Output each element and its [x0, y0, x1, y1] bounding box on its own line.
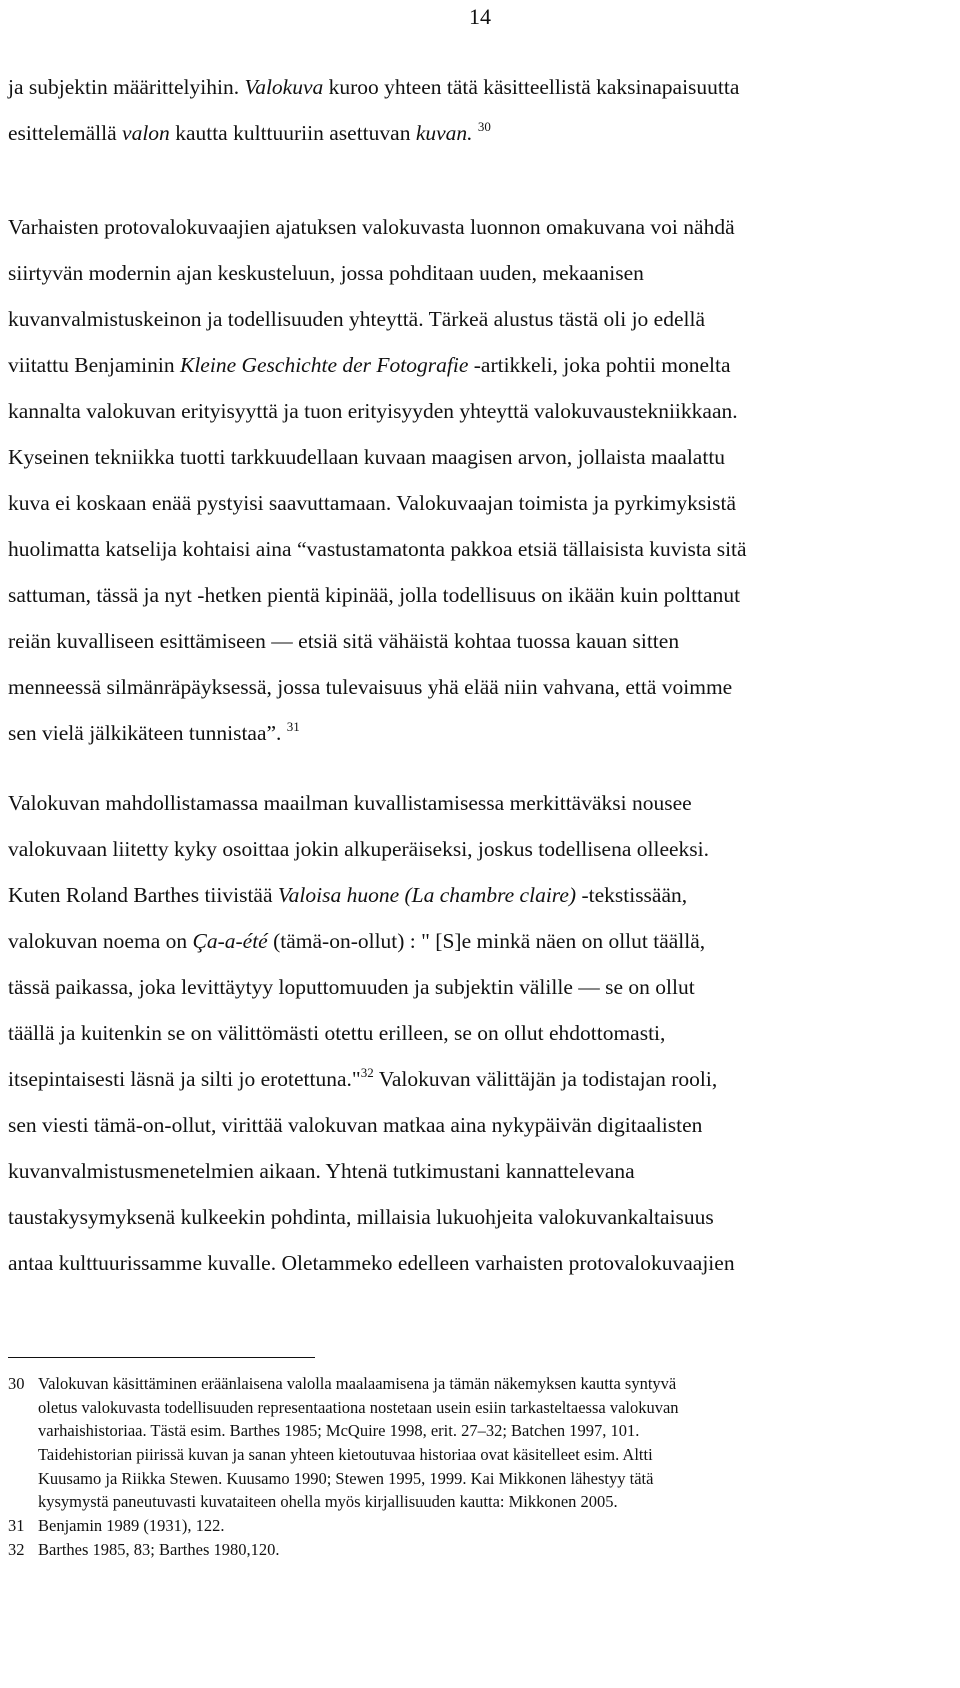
text-line: taustakysymyksenä kulkeekin pohdinta, millaisia lukuohjeita valokuvankaltaisuus: [8, 1205, 714, 1229]
text-line: kannalta valokuvan erityisyyttä ja tuon erityisyyden yhteyttä valokuvaustekniikkaan.: [8, 399, 738, 423]
text-line: reiän kuvalliseen esittämiseen — etsiä sitä vähäistä kohtaa tuossa kauan sitten: [8, 629, 680, 653]
text-line: kuva ei koskaan enää pystyisi saavuttamaan. Valokuvaajan toimista ja pyrkimyksistä: [8, 491, 737, 515]
paragraph-2: [8, 204, 948, 756]
text-line: sattuman, tässä ja nyt -hetken pientä kipinää, jolla todellisuus on ikään kuin polttanut: [8, 583, 741, 607]
paragraph-1: [8, 64, 948, 156]
text-line: tässä paikassa, joka levittäytyy loputtomuuden ja subjektin välille — se on ollut: [8, 975, 695, 999]
text-line: kuvanvalmistuskeinon ja todellisuuden yhteyttä. Tärkeä alustus tästä oli jo edellä: [8, 307, 705, 331]
text-line: huolimatta katselija kohtaisi aina “vastustamatonta pakkoa etsiä tällaisista kuvista sitä: [8, 537, 747, 561]
text-line: Valokuvan mahdollistamassa maailman kuvallistamisessa merkittäväksi nousee: [8, 791, 692, 815]
footnote-line: varhaishistoriaa. Tästä esim. Barthes 1985; McQuire 1998, erit. 27–32; Batchen 1997, 101.: [38, 1421, 640, 1441]
text-line: ja subjektin määrittelyihin. Valokuva kuroo yhteen tätä käsitteellistä kaksinapaisuutta: [8, 75, 740, 99]
italic-term: kuvan.: [415, 121, 473, 145]
text-line: antaa kulttuurissamme kuvalle. Oletammeko edelleen varhaisten protovalokuvaajien: [8, 1251, 735, 1275]
footnote-ref-31[interactable]: 31: [286, 719, 300, 734]
text-line: Kyseinen tekniikka tuotti tarkkuudellaan kuvaan maagisen arvon, jollaista maalattu: [8, 445, 726, 469]
text-line: täällä ja kuitenkin se on välittömästi otettu erilleen, se on ollut ehdottomasti,: [8, 1021, 666, 1045]
text-line: Varhaisten protovalokuvaajien ajatuksen valokuvasta luonnon omakuvana voi nähdä: [8, 215, 735, 239]
footnote-30: 30 Valokuvan käsittäminen eräänlaisena valolla maalaamisena ja tämän näkemyksen kautta syntyvä: [8, 1372, 948, 1396]
text-line: viitattu Benjaminin Kleine Geschichte der Fotografie -artikkeli, joka pohtii monelta: [8, 353, 731, 377]
paragraph-3: [8, 780, 948, 1286]
text-line: esittelemällä valon kautta kulttuuriin asettuvan kuvan. $^{30}$: [8, 119, 491, 145]
footnote-32: 32 Barthes 1985, 83; Barthes 1980,120.: [8, 1538, 948, 1562]
footnotes: [8, 1372, 948, 1562]
footnote-ref-30[interactable]: 30: [477, 119, 491, 134]
italic-term: Valokuva: [244, 75, 324, 99]
italic-title: Kleine Geschichte der Fotografie: [179, 353, 469, 377]
page-number: 14: [469, 4, 491, 29]
italic-title: Valoisa huone (La chambre claire): [277, 883, 577, 907]
text-line: Kuten Roland Barthes tiivistää Valoisa huone (La chambre claire) -tekstissään,: [8, 883, 688, 907]
text-line: sen viesti tämä-on-ollut, virittää valokuvan matkaa aina nykypäivän digitaalisten: [8, 1113, 703, 1137]
text-line: valokuvan noema on Ça-a-été (tämä-on-ollut) : " [S]e minkä näen on ollut täällä,: [8, 929, 706, 953]
footnote-number: 30: [8, 1374, 25, 1393]
footnote-number: 31: [8, 1516, 25, 1536]
footnote-separator: [8, 1357, 315, 1358]
footnote-ref-32[interactable]: 32: [360, 1065, 374, 1080]
footnote-line: Kuusamo ja Riikka Stewen. Kuusamo 1990; Stewen 1995, 1999. Kai Mikkonen lähestyy tätä: [38, 1468, 654, 1488]
text-line: itsepintaisesti läsnä ja silti jo erotettuna."$^{32}$ Valokuvan välittäjän ja todistajan rooli,: [8, 1065, 718, 1091]
footnote-number: 32: [8, 1539, 25, 1559]
text-line: kuvanvalmistusmenetelmien aikaan. Yhtenä tutkimustani kannattelevana: [8, 1159, 635, 1183]
text-line: menneessä silmänräpäyksessä, jossa tulevaisuus yhä elää niin vahvana, että voimme: [8, 675, 733, 699]
text-line: sen vielä jälkikäteen tunnistaa”. $^{31}$: [8, 719, 300, 745]
footnote-line: oletus valokuvasta todellisuuden representaationa nostetaan usein esiin tarkasteltaessa valokuvan: [38, 1397, 679, 1417]
italic-term: valon: [122, 121, 170, 145]
text-line: valokuvaan liitetty kyky osoittaa jokin alkuperäiseksi, joskus todellisena olleeksi.: [8, 837, 710, 861]
text-line: siirtyvän modernin ajan keskusteluun, jossa pohditaan uuden, mekaanisen: [8, 261, 644, 285]
footnote-line: Taidehistorian piirissä kuvan ja sanan yhteen kietoutuvaa historiaa ovat käsitelleet esim. Altti: [38, 1445, 653, 1465]
italic-term: Ça-a-été: [192, 929, 268, 953]
footnote-31: 31 Benjamin 1989 (1931), 122.: [8, 1514, 948, 1538]
footnote-line: kysymystä paneutuvasti kuvataiteen ohella myös kirjallisuuden kautta: Mikkonen 2005.: [38, 1492, 618, 1512]
